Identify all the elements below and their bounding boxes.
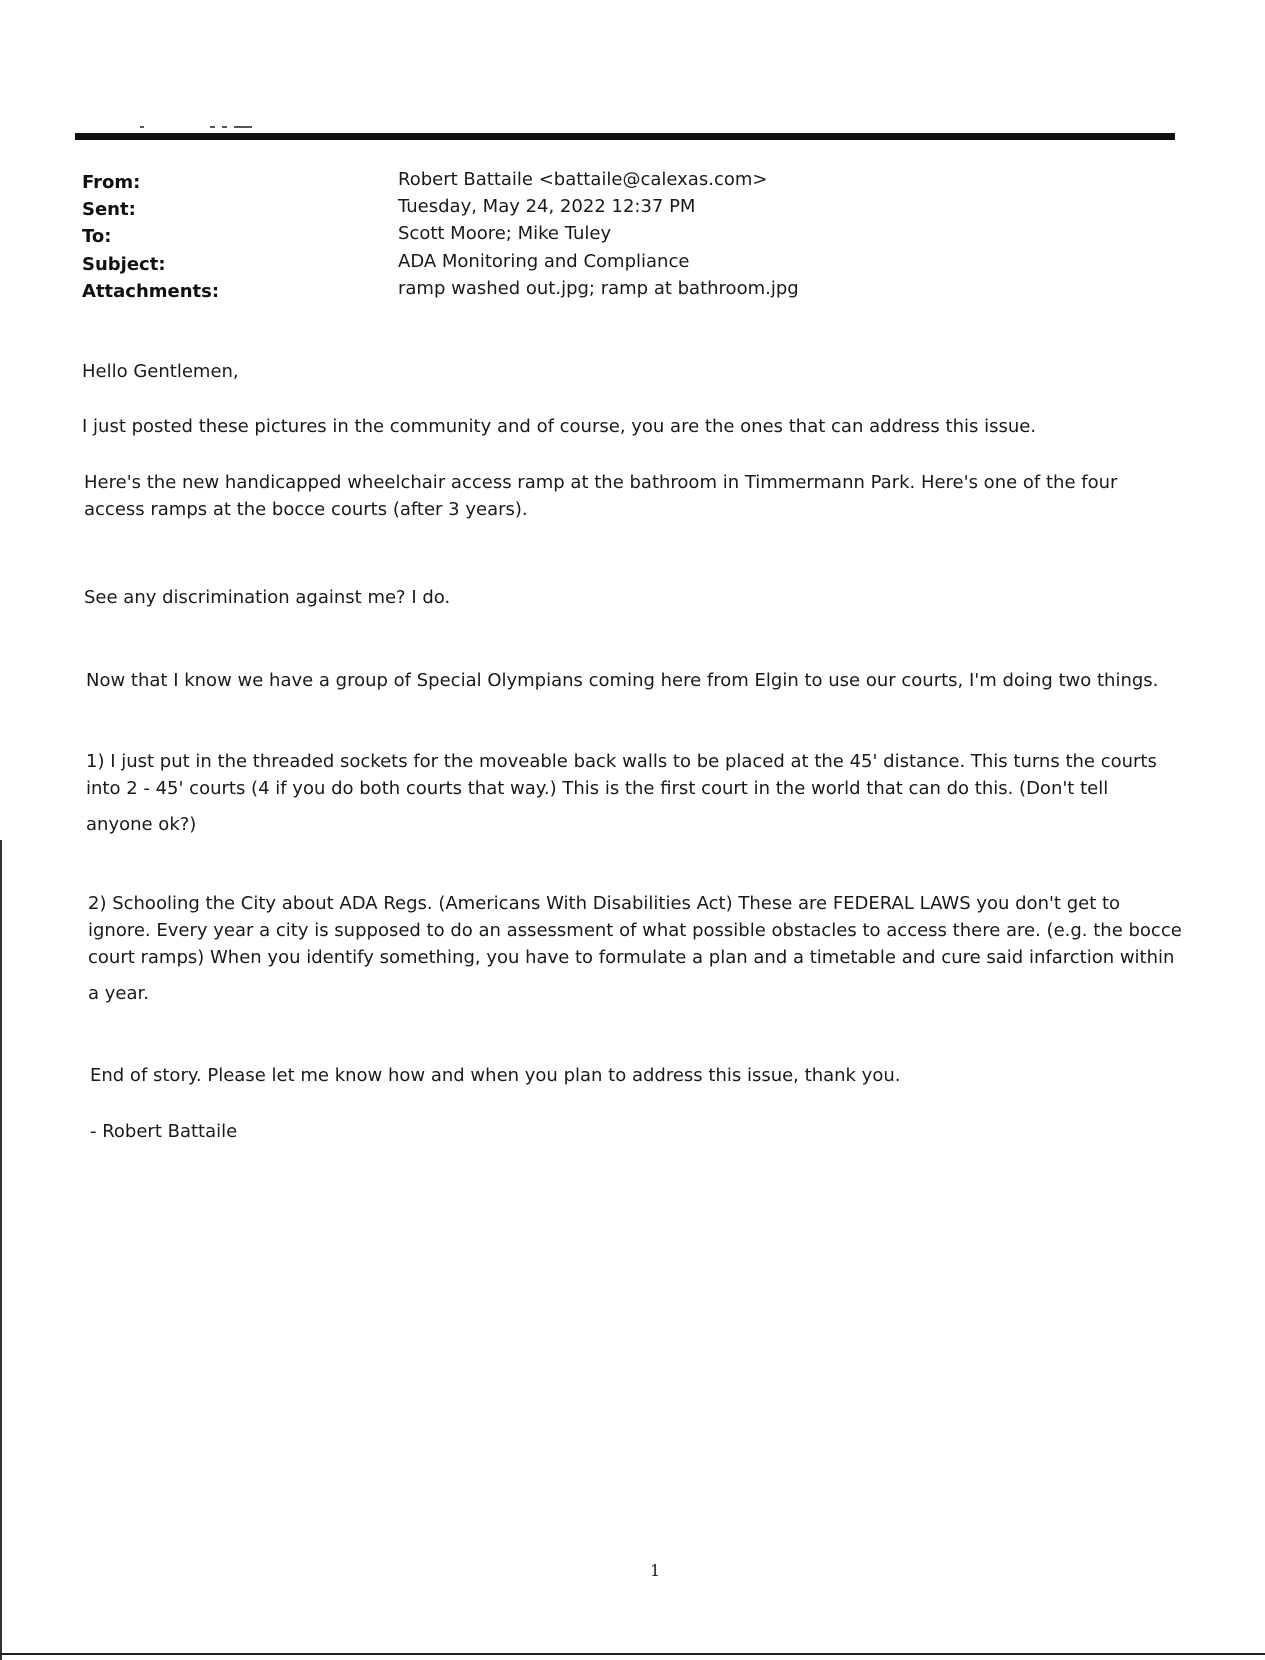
footer-rule	[0, 1653, 1265, 1655]
greeting: Hello Gentlemen,	[82, 361, 239, 382]
subject-label: Subject:	[82, 254, 166, 275]
item-2-line-3: court ramps) When you identify something, you have to formulate a plan and a timetable and cure said infarction within	[88, 947, 1175, 968]
from-label: From:	[82, 172, 141, 193]
attachments-label: Attachments:	[82, 281, 220, 302]
to-value: Scott Moore; Mike Tuley	[398, 223, 612, 244]
paragraph-4: Now that I know we have a group of Special Olympians coming here from Elgin to use our courts, I'm doing two things.	[86, 670, 1159, 691]
sent-label: Sent:	[82, 199, 136, 220]
item-2-line-1: 2) Schooling the City about ADA Regs. (Americans With Disabilities Act) These are FEDERAL LAWS you don't get to	[88, 893, 1121, 914]
item-1-line-1: 1) I just put in the threaded sockets for the moveable back walls to be placed at the 45' distance. This turns the courts	[86, 751, 1157, 772]
scan-artifact	[140, 126, 144, 128]
to-label: To:	[82, 226, 112, 247]
page-number: 1	[650, 1561, 661, 1580]
signature: - Robert Battaile	[90, 1121, 238, 1142]
paragraph-3: See any discrimination against me? I do.	[84, 587, 451, 608]
subject-value: ADA Monitoring and Compliance	[398, 251, 690, 272]
scan-edge	[0, 840, 2, 1660]
sent-value: Tuesday, May 24, 2022 12:37 PM	[398, 196, 696, 217]
scan-artifact	[210, 126, 215, 128]
paragraph-2-line-2: access ramps at the bocce courts (after 3 years).	[84, 499, 528, 520]
closing: End of story. Please let me know how and when you plan to address this issue, thank you.	[90, 1065, 901, 1086]
scan-artifact	[234, 126, 252, 128]
item-2-line-2: ignore. Every year a city is supposed to do an assessment of what possible obstacles to access there are. (e.g. the bocce	[88, 920, 1182, 941]
paragraph-1: I just posted these pictures in the community and of course, you are the ones that can address this issue.	[82, 416, 1037, 437]
header-rule	[75, 133, 1175, 140]
paragraph-2-line-1: Here's the new handicapped wheelchair access ramp at the bathroom in Timmermann Park. Here's one of the four	[84, 472, 1118, 493]
item-1-line-3: anyone ok?)	[86, 814, 197, 835]
attachments-value: ramp washed out.jpg; ramp at bathroom.jpg	[398, 278, 799, 299]
scan-artifact	[222, 126, 227, 128]
item-2-line-4: a year.	[88, 983, 149, 1004]
item-1-line-2: into 2 - 45' courts (4 if you do both courts that way.) This is the first court in the world that can do this. (Don't tell	[86, 778, 1109, 799]
from-value: Robert Battaile <battaile@calexas.com>	[398, 169, 768, 190]
